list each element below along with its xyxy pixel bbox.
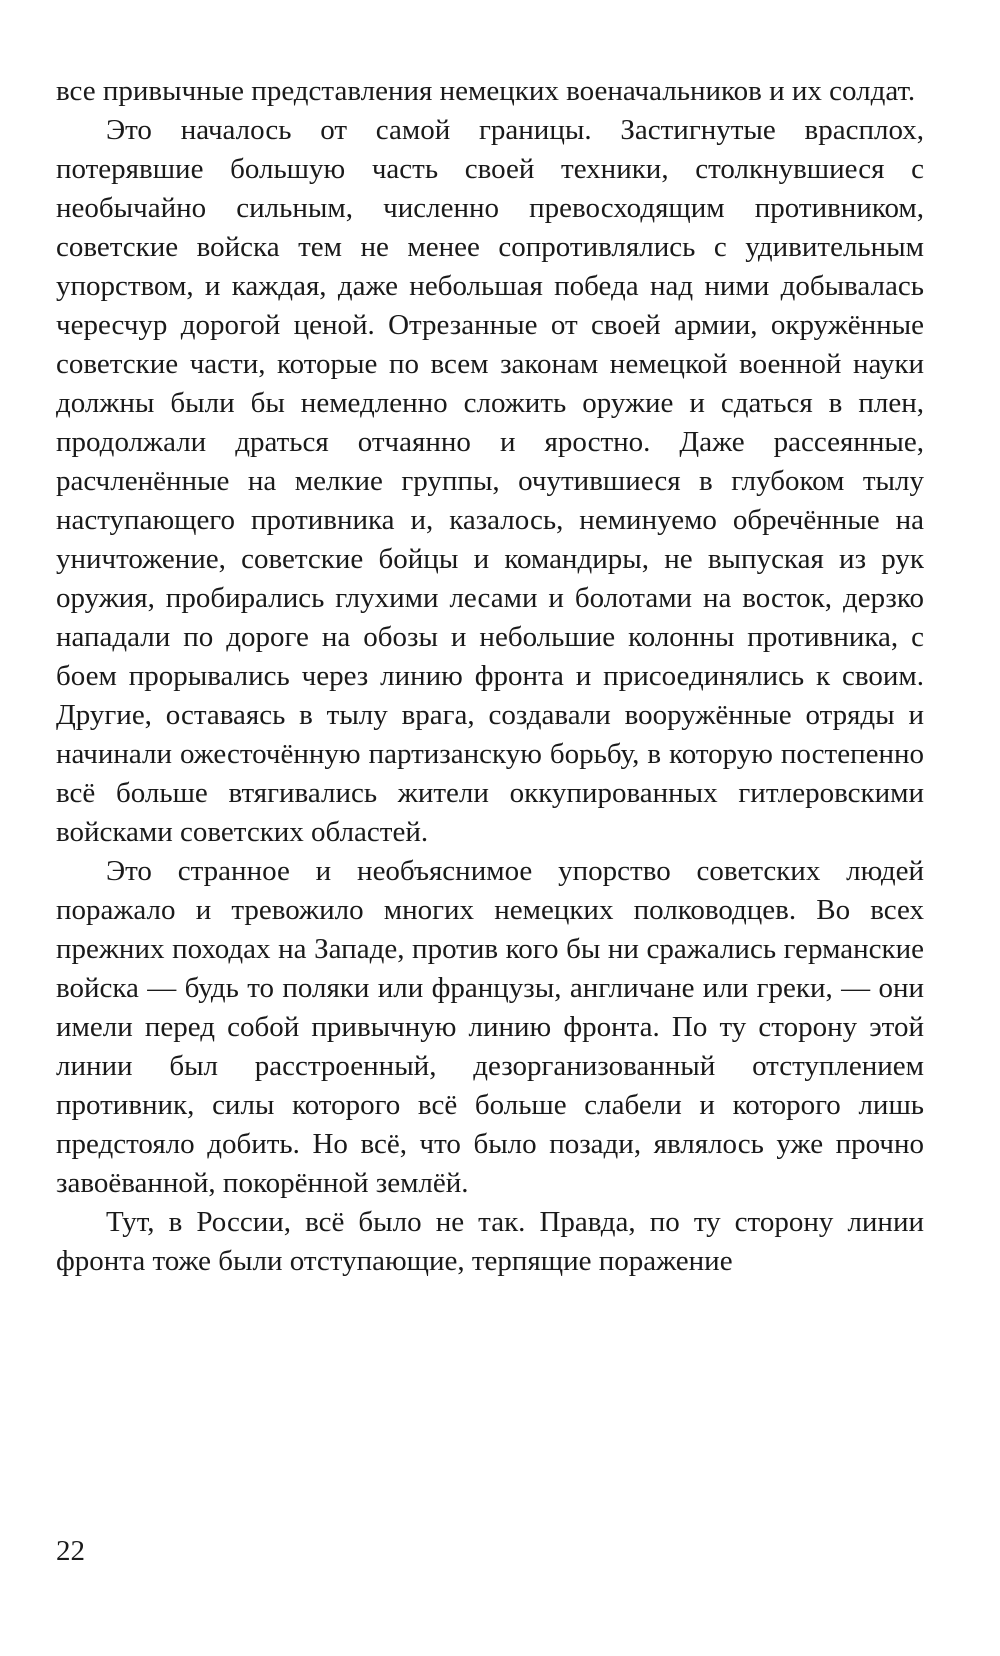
- book-page: [56, 72, 924, 1632]
- paragraph-strange-persistence: Это странное и необъяснимое упорство советских людей поражало и тревожило многих немецких полководцев. Во всех прежних походах на Западе, против кого бы ни сражались германские войска — будь то поляки или французы, англичане или греки, — они имели перед собой привычную линию фронта. По ту сторону этой линии был расстроенный, дезорганизованный отступлением противник, силы которого всё больше слабели и которого лишь предстояло добить. Но всё, что было позади, являлось уже прочно завоёванной, покорённой землёй.: [56, 855, 924, 1199]
- paragraph-continuation: все привычные представления немецких военачальников и их солдат.: [56, 75, 916, 107]
- paragraph-border-resistance: Это началось от самой границы. Застигнутые врасплох, потерявшие большую часть своей техники, столкнувшиеся с необычайно сильным, численно превосходящим противником, советские войска тем не менее сопротивлялись с удивительным упорством, и каждая, даже небольшая победа над ними добывалась чересчур дорогой ценой. Отрезанные от своей армии, окружённые советские части, которые по всем законам немецкой военной науки должны были бы немедленно сложить оружие и сдаться в плен, продолжали драться отчаянно и яростно. Даже рассеянные, расчленённые на мелкие группы, очутившиеся в глубоком тылу наступающего противника и, казалось, неминуемо обречённые на уничтожение, советские бойцы и командиры, не выпуская из рук оружия, пробирались глухими лесами и болотами на восток, дерзко нападали по дороге на обозы и небольшие колонны противника, с боем прорывались через линию фронта и присоединялись к своим. Другие, оставаясь в тылу врага, создавали вооружённые отряды и начинали ожесточённую партизанскую борьбу, в которую постепенно всё больше втягивались жители оккупированных гитлеровскими войсками советских областей.: [56, 114, 924, 848]
- paragraph-russia-different: Тут, в России, всё было не так. Правда, по ту сторону линии фронта тоже были отступающие, терпящие поражение: [56, 1206, 924, 1277]
- body-text: [56, 72, 924, 1281]
- page-number: 22: [56, 1535, 85, 1567]
